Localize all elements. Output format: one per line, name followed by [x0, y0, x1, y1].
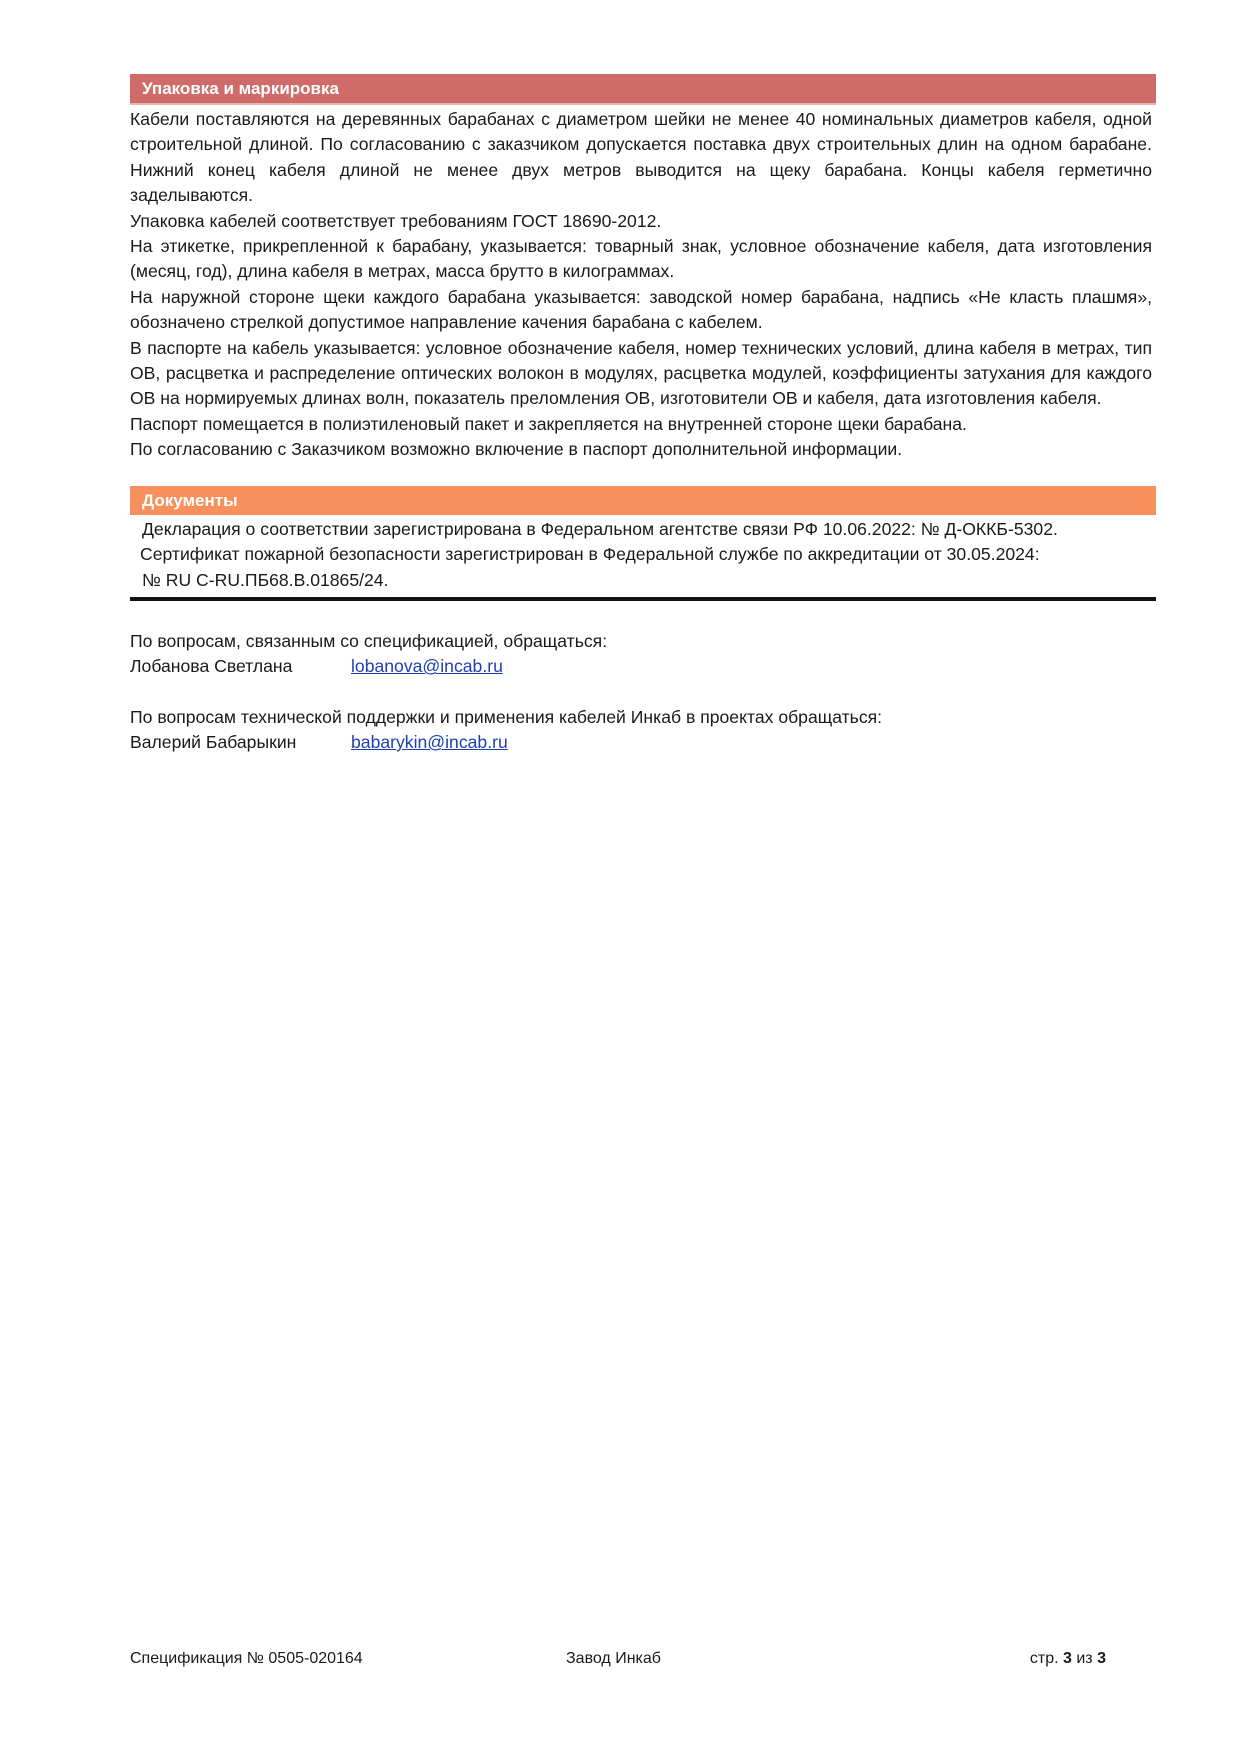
contact-name: Лобанова Светлана [130, 656, 293, 677]
contact-row [130, 730, 1156, 755]
declaration-line: Декларация о соответствии зарегистрирована в Федеральном агентстве связи РФ 10.06.2022: № Д-ОККБ-5302. [142, 518, 1058, 539]
packing-paragraph: В паспорте на кабель указывается: условное обозначение кабеля, номер технических условий, длина кабеля в метрах, тип ОВ, расцветка и распределение оптических волокон в модулях, расцветка модулей, коэффициенты затухания для каждого ОВ на нормируемых длинах волн, показатель преломления ОВ, изготовители ОВ и кабеля, дата изготовления кабеля. [130, 337, 1152, 409]
documents-section-header [130, 486, 1156, 515]
footer-spec-number: Спецификация № 0505-020164 [130, 1650, 363, 1667]
page-current: 3 [1063, 1650, 1072, 1667]
packing-paragraph: На этикетке, прикрепленной к барабану, указывается: товарный знак, условное обозначение кабеля, дата изготовления (месяц, год), длина кабеля в метрах, масса брутто в килограммах. [130, 236, 1152, 282]
footer-company: Завод Инкаб [566, 1650, 661, 1667]
documents-section-body [130, 515, 1156, 601]
contact-intro: По вопросам технической поддержки и применения кабелей Инкаб в проектах обращаться: [130, 706, 883, 727]
packing-section-title: Упаковка и маркировка [142, 79, 339, 98]
contact-intro: По вопросам, связанным со спецификацией, обращаться: [130, 630, 608, 651]
document-page [130, 74, 1156, 756]
contact-name: Валерий Бабарыкин [130, 732, 297, 753]
packing-section-body [130, 107, 1156, 463]
packing-paragraph: Паспорт помещается в полиэтиленовый пакет и закрепляется на внутренней стороне щеки барабана. [130, 413, 967, 434]
support-contact-block [130, 705, 1156, 756]
certificate-line: Сертификат пожарной безопасности зарегистрирован в Федеральной службе по аккредитации от 30.05.2024: [140, 544, 1040, 565]
documents-section-title: Документы [142, 490, 238, 510]
packing-section-header [130, 74, 1156, 105]
contact-row [130, 654, 1156, 679]
spec-contact-block [130, 629, 1156, 680]
page-footer [130, 1650, 1106, 1672]
certificate-number-line: № RU C-RU.ПБ68.В.01865/24. [142, 569, 389, 590]
footer-page-number [1030, 1650, 1106, 1668]
packing-paragraph: Упаковка кабелей соответствует требованиям ГОСТ 18690-2012. [130, 210, 662, 231]
packing-paragraph: По согласованию с Заказчиком возможно включение в паспорт дополнительной информации. [130, 439, 903, 460]
page-prefix: стр. [1029, 1650, 1059, 1667]
packing-paragraph: На наружной стороне щеки каждого барабана указывается: заводской номер барабана, надпись «Не класть плашмя», обозначено стрелкой допустимое направление качения барабана с кабелем. [130, 286, 1152, 333]
page-separator: из [1076, 1650, 1093, 1667]
page-total: 3 [1097, 1650, 1106, 1667]
packing-paragraph: Кабели поставляются на деревянных барабанах с диаметром шейки не менее 40 номинальных диаметров кабеля, одной строительной длиной. По согласованию с заказчиком допускается поставка двух строительных длин на одном барабане. Нижний конец кабеля длиной не менее двух метров выводится на щеку барабана. Концы кабеля герметично заделываются. [130, 109, 1152, 206]
contact-email-link[interactable]: lobanova@incab.ru [351, 656, 503, 677]
contact-email-link[interactable]: babarykin@incab.ru [351, 732, 508, 753]
